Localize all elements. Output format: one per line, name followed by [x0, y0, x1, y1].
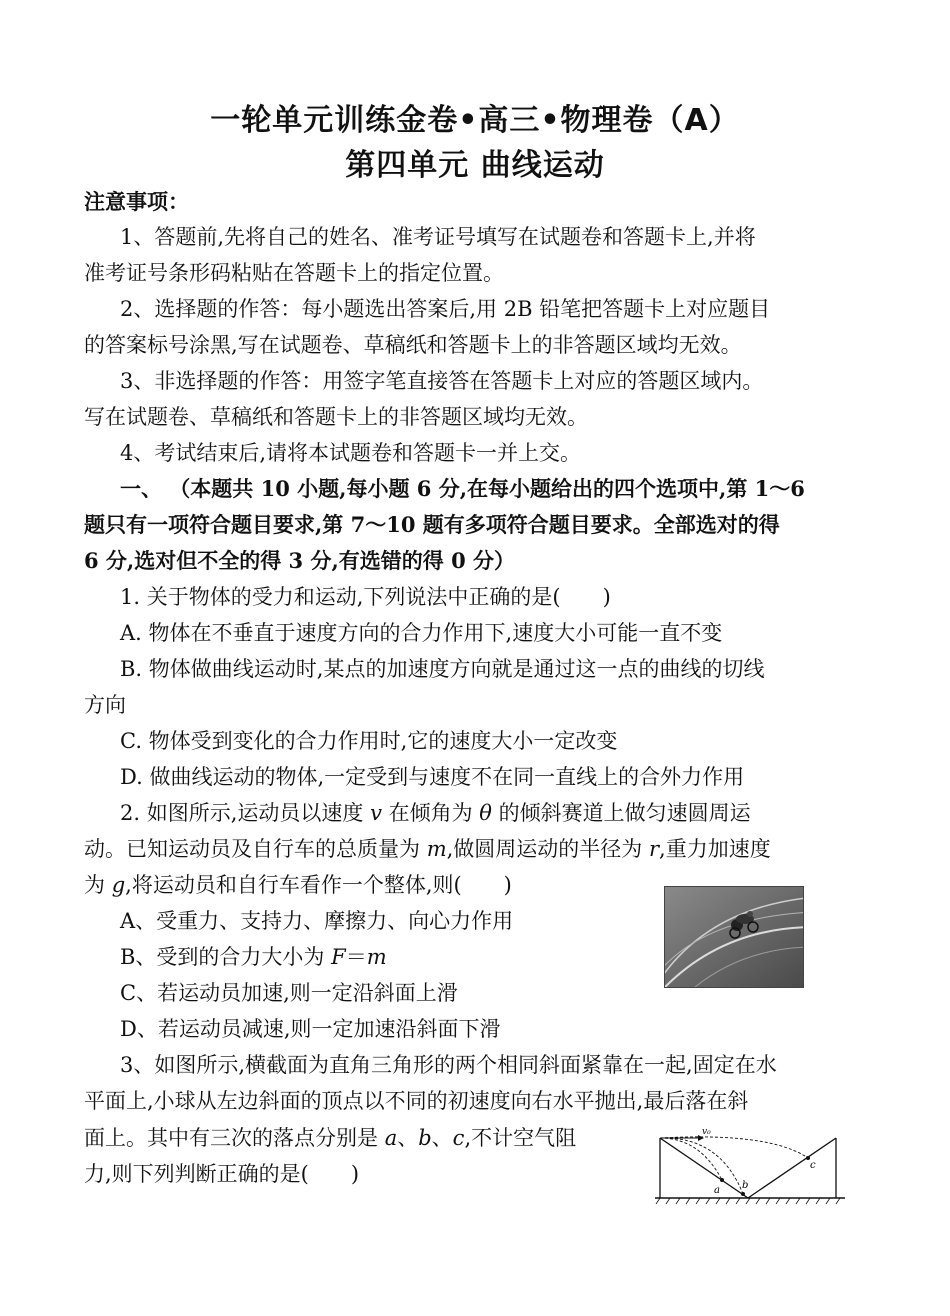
- q2-text: 的倾斜赛道上做匀速圆周运: [491, 801, 751, 825]
- q3-stem-line4: 力,则下列判断正确的是( ): [84, 1162, 360, 1186]
- section-header-line2: 题只有一项符合题目要求,第 7～10 题有多项符合题目要求。全部选对的得: [84, 512, 780, 537]
- notice-item-4: 4、考试结束后,请将本试题卷和答题卡一并上交。: [120, 441, 582, 465]
- q3-point-b: b: [418, 1126, 432, 1150]
- ground-hatching: [656, 1198, 840, 1204]
- q2-var-g: g: [111, 873, 126, 897]
- q2-text: 动。已知运动员及自行车的总质量为: [84, 837, 427, 861]
- exam-title: 一轮单元训练金卷•高三•物理卷（A）: [210, 103, 740, 138]
- q2-var-m: m: [426, 837, 447, 861]
- q3-stem-line1: 3、如图所示,横截面为直角三角形的两个相同斜面紧靠在一起,固定在水: [120, 1053, 777, 1077]
- q2-text: 在倾角为: [381, 801, 480, 825]
- q2-stem-line2: [84, 834, 868, 864]
- q2-var-r: r: [648, 837, 660, 861]
- incline-diagram-svg: [650, 1122, 850, 1212]
- q2-option-c: C、若运动员加速,则一定沿斜面上滑: [120, 981, 458, 1005]
- q3-point-a: a: [384, 1126, 398, 1150]
- q1-option-c: C. 物体受到变化的合力作用时,它的速度大小一定改变: [120, 729, 618, 753]
- q1-option-b-line2: 方向: [84, 693, 126, 717]
- q1-option-a: A. 物体在不垂直于速度方向的合力作用下,速度大小可能一直不变: [120, 621, 723, 645]
- section-header-line1: 一、 （本题共 10 小题,每小题 6 分,在每小题给出的四个选项中,第 1～6: [120, 476, 805, 501]
- q1-stem: 1. 关于物体的受力和运动,下列说法中正确的是( ): [120, 585, 611, 609]
- point-a-dot: [720, 1178, 724, 1182]
- point-c-label: c: [810, 1160, 816, 1171]
- incline-projectile-diagram: [650, 1122, 850, 1212]
- right-incline-slope: [748, 1138, 836, 1198]
- point-a-label: a: [714, 1185, 720, 1196]
- section-header-line3: 6 分,选对但不全的得 3 分,有选错的得 0 分）: [84, 548, 516, 573]
- trajectory-c: [660, 1137, 808, 1158]
- q2-option-a: A、受重力、支持力、摩擦力、向心力作用: [120, 909, 514, 933]
- q2-var-m: m: [366, 945, 387, 969]
- notice-item-1b: 准考证号条形码粘贴在答题卡上的指定位置。: [84, 261, 504, 285]
- v0-label: v₀: [702, 1127, 711, 1137]
- q3-text: ,不计空气阻: [464, 1126, 577, 1150]
- notice-item-3a: 3、非选择题的作答：用签字笔直接答在答题卡上对应的答题区域内。: [120, 369, 764, 393]
- q2-text: ,做圆周运动的半径为: [446, 837, 649, 861]
- notice-item-2a: 2、选择题的作答：每小题选出答案后,用 2B 铅笔把答题卡上对应题目: [120, 297, 771, 321]
- unit-title: 第四单元 曲线运动: [345, 148, 605, 183]
- q2-text: ,重力加速度: [659, 837, 771, 861]
- q1-option-d: D. 做曲线运动的物体,一定受到与速度不在同一直线上的合外力作用: [120, 765, 745, 789]
- q2-var-f: F: [331, 945, 346, 969]
- q2-var-theta: θ: [479, 801, 492, 825]
- q2-text: B、受到的合力大小为: [120, 945, 332, 969]
- q3-text: 、: [397, 1126, 419, 1150]
- q2-text: 为: [84, 873, 112, 897]
- point-b-dot: [741, 1192, 745, 1196]
- notice-item-1a: 1、答题前,先将自己的姓名、准考证号填写在试题卷和答题卡上,并将: [120, 225, 756, 249]
- q2-text: 2. 如图所示,运动员以速度: [120, 801, 371, 825]
- q3-stem-line2: 平面上,小球从左边斜面的顶点以不同的初速度向右水平抛出,最后落在斜: [84, 1089, 749, 1113]
- q2-text: ,将运动员和自行车看作一个整体,则( ): [125, 873, 512, 897]
- q3-point-c: c: [452, 1126, 465, 1150]
- q2-option-d: D、若运动员减速,则一定加速沿斜面下滑: [120, 1017, 501, 1041]
- q3-text: 面上。其中有三次的落点分别是: [84, 1126, 385, 1150]
- q3-text: 、: [431, 1126, 453, 1150]
- notice-item-2b: 的答案标号涂黑,写在试题卷、草稿纸和答题卡上的非答题区域均无效。: [84, 333, 742, 357]
- point-b-label: b: [742, 1180, 749, 1191]
- q1-option-b-line1: B. 物体做曲线运动时,某点的加速度方向就是通过这一点的曲线的切线: [120, 657, 765, 681]
- notice-heading: 注意事项：: [84, 189, 189, 214]
- notice-item-3b: 写在试题卷、草稿纸和答题卡上的非答题区域均无效。: [84, 405, 588, 429]
- q2-stem-line1: [120, 798, 868, 828]
- q2-var-v: v: [370, 801, 382, 825]
- q2-text: ＝: [345, 945, 367, 969]
- cyclist-track-image: [665, 887, 803, 987]
- cyclist-track-photo: [664, 886, 804, 988]
